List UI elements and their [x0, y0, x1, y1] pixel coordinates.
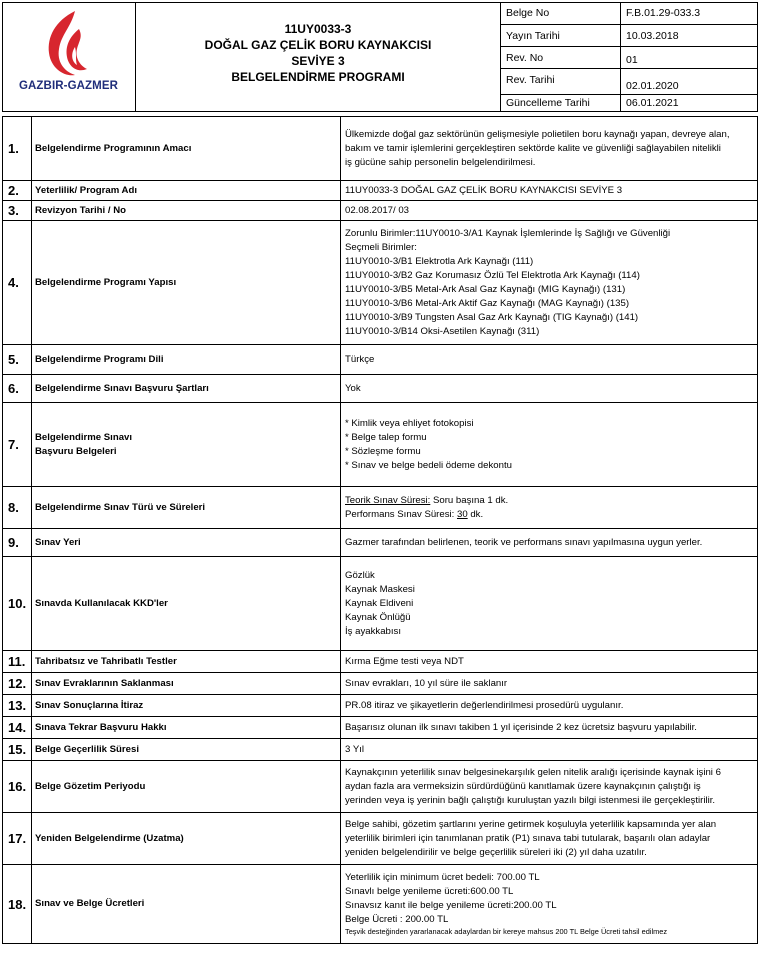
- row-content: [341, 181, 757, 200]
- row-number: 10.: [3, 557, 32, 650]
- row-label: Sınav Evraklarının Saklanması: [32, 673, 341, 694]
- content-line: * Sözleşme formu: [345, 445, 421, 457]
- table-row: [3, 717, 757, 739]
- content-line: [345, 508, 753, 522]
- row-content: [341, 673, 757, 694]
- content-line: Yok: [345, 382, 361, 394]
- meta-row-yayin-tarihi: [501, 25, 757, 47]
- row-label: Belgelendirme Programı Yapısı: [32, 221, 341, 344]
- row-number: 5.: [3, 345, 32, 374]
- performance-duration-unit: dk.: [467, 508, 484, 520]
- row-content: [341, 557, 757, 650]
- row-label-line: Belgelendirme Sınavı: [35, 431, 133, 443]
- content-line: Sınavsız kanıt ile belge yenileme ücreti:200.00 TL: [345, 900, 557, 911]
- title-line: DOĞAL GAZ ÇELİK BORU KAYNAKCISI: [204, 38, 432, 52]
- row-number: 3.: [3, 201, 32, 220]
- row-content: [341, 529, 757, 556]
- meta-row-guncelleme-tarihi: [501, 95, 757, 111]
- performance-duration-value: 30: [456, 508, 468, 520]
- content-line: 3 Yıl: [345, 743, 365, 755]
- logo-text: GAZBIR-GAZMER: [18, 80, 119, 92]
- content-line: 11UY0010-3/B14 Oksi-Asetilen Kaynağı (311): [345, 325, 540, 337]
- row-label: Sınavda Kullanılacak KKD'ler: [32, 557, 341, 650]
- meta-key: Belge No: [501, 3, 621, 24]
- row-label: [32, 403, 341, 486]
- table-row: [3, 403, 757, 487]
- theory-duration-value: Soru başına 1 dk.: [430, 494, 509, 506]
- content-line: 11UY0010-3/B5 Metal-Ark Asal Gaz Kaynağı (MIG Kaynağı) (131): [345, 283, 626, 295]
- row-label: Yeniden Belgelendirme (Uzatma): [32, 813, 341, 864]
- content-line: Gazmer tarafından belirlenen, teorik ve performans sınavı yapılmasına uygun yerler.: [345, 536, 703, 548]
- row-label: Tahribatsız ve Tahribatlı Testler: [32, 651, 341, 672]
- row-number: 14.: [3, 717, 32, 738]
- fee-note: Teşvik desteğinden yararlanacak adaylardan bir kereye mahsus 200 TL Belge Ücreti tahsil edilmez: [345, 927, 668, 936]
- content-line: [345, 494, 753, 508]
- row-label: Sınav Yeri: [32, 529, 341, 556]
- title-line: SEVİYE 3: [291, 54, 345, 68]
- document-header: [2, 2, 758, 112]
- meta-value: 01: [626, 54, 638, 66]
- content-line: 02.08.2017/ 03: [345, 204, 410, 216]
- content-line: 11UY0010-3/B2 Gaz Korumasız Özlü Tel Elektrotla Ark Kaynağı (114): [345, 269, 640, 281]
- content-line: * Kimlik veya ehliyet fotokopisi: [345, 417, 474, 429]
- table-row: [3, 761, 757, 813]
- content-line: İş ayakkabısı: [345, 625, 401, 637]
- meta-key: Rev. No: [501, 47, 621, 68]
- content-line: Yeterlilik için minimum ücret bedeli: 700.00 TL: [345, 872, 540, 883]
- content-line: aydan fazla ara vermeksizin sürdürdüğünü kanıtlamak üzere kaynakçının çalıştığı iş: [345, 780, 701, 792]
- table-row: [3, 201, 757, 221]
- row-label: Belge Gözetim Periyodu: [32, 761, 341, 812]
- row-content: [341, 345, 757, 374]
- content-line: Seçmeli Birimler:: [345, 241, 417, 253]
- table-row: [3, 529, 757, 557]
- table-row: [3, 695, 757, 717]
- content-line: Belge Ücreti : 200.00 TL: [345, 914, 449, 925]
- row-label: Belge Geçerlilik Süresi: [32, 739, 341, 760]
- row-content: [341, 487, 757, 528]
- row-number: 11.: [3, 651, 32, 672]
- content-line: * Sınav ve belge bedeli ödeme dekontu: [345, 459, 512, 471]
- content-line: Gözlük: [345, 569, 375, 581]
- row-content: [341, 651, 757, 672]
- row-number: 9.: [3, 529, 32, 556]
- document-meta-table: [501, 3, 757, 111]
- table-row: [3, 651, 757, 673]
- row-label: Belgelendirme Programının Amacı: [32, 117, 341, 180]
- content-line: 11UY0010-3/B6 Metal-Ark Aktif Gaz Kaynağı (MAG Kaynağı) (135): [345, 297, 630, 309]
- row-label: Yeterlilik/ Program Adı: [32, 181, 341, 200]
- row-number: 4.: [3, 221, 32, 344]
- title-line: BELGELENDİRME PROGRAMI: [231, 70, 405, 84]
- content-line: Başarısız olunan ilk sınavı takiben 1 yıl içerisinde 2 kez ücretsiz başvuru yapılabilir.: [345, 721, 697, 733]
- row-label: Sınav ve Belge Ücretleri: [32, 865, 341, 943]
- content-line: 11UY0010-3/B1 Elektrotla Ark Kaynağı (111): [345, 255, 534, 267]
- meta-row-rev-no: [501, 47, 757, 69]
- content-line: Kaynak Maskesi: [345, 583, 415, 595]
- content-line: Sınav evrakları, 10 yıl süre ile saklanır: [345, 677, 508, 689]
- row-number: 7.: [3, 403, 32, 486]
- table-row: [3, 181, 757, 201]
- table-row: [3, 375, 757, 403]
- row-number: 17.: [3, 813, 32, 864]
- document-title: [136, 3, 501, 111]
- theory-duration-label: Teorik Sınav Süresi:: [345, 494, 431, 506]
- row-content: [341, 375, 757, 402]
- row-number: 6.: [3, 375, 32, 402]
- content-line: Kaynakçının yeterlilik sınav belgesinekarşılık gelen nitelik aralığı içerisinde kaynak işini 6: [345, 766, 721, 778]
- title-line: 11UY0033-3: [284, 22, 352, 36]
- table-row: [3, 865, 757, 944]
- row-number: 1.: [3, 117, 32, 180]
- table-row: [3, 221, 757, 345]
- row-number: 13.: [3, 695, 32, 716]
- table-row: [3, 487, 757, 529]
- row-content: [341, 403, 757, 486]
- row-label-line: Başvuru Belgeleri: [35, 445, 117, 457]
- row-number: 2.: [3, 181, 32, 200]
- content-line: Kırma Eğme testi veya NDT: [345, 655, 464, 667]
- meta-row-belge-no: [501, 3, 757, 25]
- program-table: [2, 116, 758, 944]
- content-line: Zorunlu Birimler:11UY0010-3/A1 Kaynak İşlemlerinde İş Sağlığı ve Güvenliği: [345, 227, 671, 239]
- row-number: 18.: [3, 865, 32, 943]
- row-label: Belgelendirme Programı Dili: [32, 345, 341, 374]
- content-line: PR.08 itiraz ve şikayetlerin değerlendirilmesi prosedürü uygulanır.: [345, 699, 624, 711]
- meta-key: Yayın Tarihi: [501, 25, 621, 46]
- content-line: Kaynak Eldiveni: [345, 597, 414, 609]
- meta-row-rev-tarihi: [501, 69, 757, 95]
- table-row: [3, 117, 757, 181]
- row-content: [341, 221, 757, 344]
- row-label: Sınav Sonuçlarına İtiraz: [32, 695, 341, 716]
- table-row: [3, 673, 757, 695]
- row-label: Belgelendirme Sınav Türü ve Süreleri: [32, 487, 341, 528]
- content-line: bakım ve tamir işlemlerini gerçekleştiren sektörde kalite ve güvenliği sağlayabilen nitelikli: [345, 142, 721, 154]
- content-line: 11UY0010-3/B9 Tungsten Asal Gaz Ark Kaynağı (TIG Kaynağı) (141): [345, 311, 639, 323]
- content-line: Ülkemizde doğal gaz sektörünün gelişmesiyle polietilen boru kaynağı yapan, devreye alan,: [345, 128, 730, 140]
- content-line: * Belge talep formu: [345, 431, 427, 443]
- meta-key: Rev. Tarihi: [501, 69, 621, 94]
- table-row: [3, 813, 757, 865]
- meta-value: 02.01.2020: [626, 80, 679, 92]
- row-content: [341, 695, 757, 716]
- row-number: 16.: [3, 761, 32, 812]
- row-label: Sınava Tekrar Başvuru Hakkı: [32, 717, 341, 738]
- row-number: 15.: [3, 739, 32, 760]
- performance-duration-label: Performans Sınav Süresi:: [345, 508, 457, 520]
- row-content: [341, 813, 757, 864]
- row-content: [341, 117, 757, 180]
- content-line: Sınavlı belge yenileme ücreti:600.00 TL: [345, 886, 514, 897]
- meta-value: 06.01.2021: [626, 97, 679, 109]
- content-line: yeterlilik birimleri için tanımlanan pratik (P1) sınava tabi tutularak, başarılı olan adaylar: [345, 832, 711, 844]
- row-label: Revizyon Tarihi / No: [32, 201, 341, 220]
- flame-logo-icon: [45, 9, 93, 79]
- row-content: [341, 739, 757, 760]
- content-line: yerinden veya iş yerinin bağlı çalıştığı kuruluştan yazılı bilgi istenmesi ile gerçekleştirilir.: [345, 794, 716, 806]
- table-row: [3, 739, 757, 761]
- gazbir-gazmer-logo: [3, 3, 136, 111]
- content-line: iş gücüne sahip personelin belgelendirilmesi.: [345, 156, 536, 168]
- row-content: [341, 761, 757, 812]
- meta-value: F.B.01.29-033.3: [626, 7, 701, 19]
- row-label: Belgelendirme Sınavı Başvuru Şartları: [32, 375, 341, 402]
- content-line: Kaynak Önlüğü: [345, 611, 411, 623]
- content-line: Belge sahibi, gözetim şartlarını yerine getirmek koşuluyla yeterlilik kapsamında yer alan: [345, 818, 717, 830]
- row-content: [341, 717, 757, 738]
- content-line: yeniden belgelendirilir ve belge geçerlilik süreleri iki (2) yıl daha uzatılır.: [345, 846, 647, 858]
- row-content: [341, 865, 757, 943]
- row-content: [341, 201, 757, 220]
- row-number: 8.: [3, 487, 32, 528]
- meta-value: 10.03.2018: [626, 30, 679, 42]
- table-row: [3, 345, 757, 375]
- row-number: 12.: [3, 673, 32, 694]
- table-row: [3, 557, 757, 651]
- content-line: Türkçe: [345, 353, 375, 365]
- meta-key: Güncelleme Tarihi: [501, 95, 621, 111]
- content-line: 11UY0033-3 DOĞAL GAZ ÇELİK BORU KAYNAKCISI SEVİYE 3: [345, 184, 623, 196]
